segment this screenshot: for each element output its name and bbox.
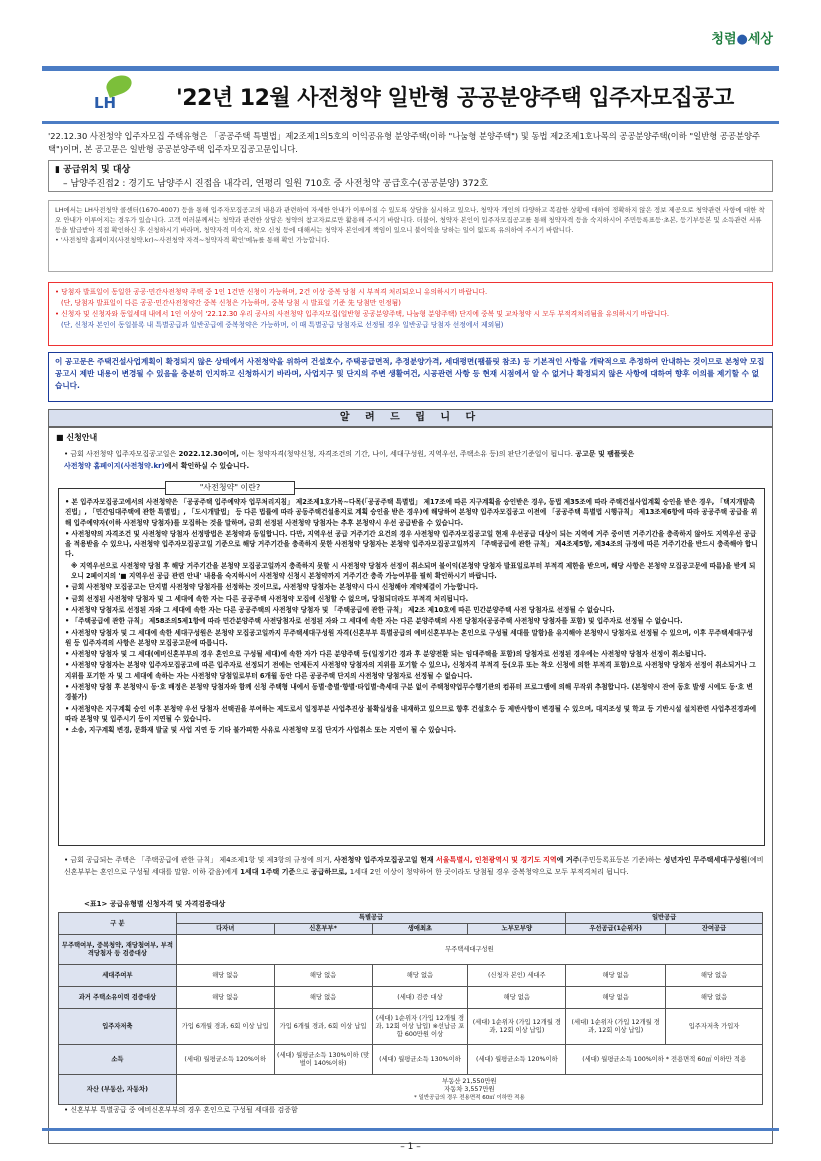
list-item: • 「주택공급에 관한 규칙」 제58조의5제1항에 따라 민간분양주택 사전당첨자로 선정된 자와 그 세대에 속한 자는 다른 분양주택의 사전 당첨자(공공주택 사전청약 당첨자를 포함) 및 입주자로 선정될 수 없습니다. [65, 617, 683, 626]
list-item: • 사전청약 당첨자 및 그 세대에 속한 세대구성원은 본청약 모집공고일까지 무주택세대구성원 자격(신혼부부 특별공급의 예비신혼부부는 혼인으로 구성될 세대를 말함)을 유지해야 본청약시 당첨자로 선정될 수 있으며, 이후 무주택세대구성원 등 입주자격의 사항은 본청약 모집공고문에 따릅니다. [65, 628, 753, 647]
eligibility-table [58, 912, 763, 1105]
intro-text: '22.12.30 사전청약 입주자모집 주택유형은 「공공주택 특별법」제2조제1의5호의 이익공유형 분양주택(이하 "나눔형 분양주택") 및 동법 제2조제1호나목의 공공분양주택(이하 "일반형 공공분양주택")이며, 본 공고문은 일반형 공공분양주택 입주자모집공고문입니다. [48, 131, 760, 154]
table-row: 다자녀 신혼부부* 생애최초 노부모부양 우선공급(1순위자) 잔여공급 [59, 924, 763, 935]
list-item: ※ 지역우선으로 사전청약 당첨 후 해당 거주기간을 본청약 모집공고일까지 충족하지 못할 시 사전청약 당첨자 선정이 취소되며 불이익(본청약 당첨자 발표일로부터 부적격 제한을 받으며, 해당 사항은 본청약 모집공고문에 따름)을 받게 되오니 2페이지의 '■ 지역우선 공급 관련 안내' 내용을 숙지하시어 사전청약 신청시 본청약까지 거주기간 충족 가능여부를 필히 확인하시기 바랍니다. [71, 561, 756, 581]
list-item: • 금회 선정된 사전청약 당첨자 및 그 세대에 속한 자는 다른 공공주택 사전청약 모집에 신청할 수 없으며, 당첨되더라도 부적격 처리됩니다. [65, 594, 469, 603]
preliminary-notice: 이 공고문은 주택건설사업계획이 확정되지 않은 상태에서 사전청약을 위하여 건설호수, 주택공급면적, 추정분양가격, 세대평면(팸플릿 참조) 등 기본적인 사항을 개략적으로 추정하여 안내하는 것이므로 본청약 모집공고시 제반 내용이 변경될 수 있음을 충분히 인지하고 신청하시기 바라며, 사업지구 및 단지의 주변 생활여건, 시공관련 사항 등 현재 시점에서 알 수 없거나 확정되지 않은 사항에 대하여 향후 이의를 제기할 수 없습니다. [48, 352, 773, 402]
table-row: 세대주여부 해당 없음 해당 없음 해당 없음 (신청자 본인) 세대주 해당 없음 해당 없음 [59, 965, 763, 987]
supply-eligibility-text: • 금회 공급되는 주택은 「주택공급에 관한 규칙」 제4조제1항 및 제3항의 규정에 의거, 사전청약 입주자모집공고일 현재 서울특별시, 인천광역시 및 경기도 지역에 거주(주민등록표등본 기준)하는 성년자인 무주택세대구성원(예비신혼부부는 혼인으로 구성될 세대를 말함. 이하 같음)에게 1세대 1주택 기준으로 공급하므로, 1세대 2인 이상이 청약하여 한 곳이라도 당첨될 경우 중복청약으로 모두 부적격처리 됩니다. [64, 856, 764, 876]
consultation-notice: LH에서는 LH사전청약 콜센터(1670-4007) 등을 통해 입주자모집공고의 내용과 관련하여 자세한 안내가 이루어질 수 있도록 상담을 실시하고 있으나, 청약자 개인의 다양하고 복잡한 상황에 대하여 정확하지 않은 정보 제공으로 청약관련 사항에 대한 착오 안내가 이루어지는 경우가 있습니다. 고객 여러분께서는 청약과 관련한 상담은 청약의 참고자료로만 활용해 주시기 바랍니다. 더불어, 청약자 본인이 입주자모집공고를 통해 청약자격 등을 숙지하시어 주민등록표등·초본, 등기부등본 및 소득관련 서류 등을 발급받아 직접 확인하신 후 신청하시기 바라며, 청약자격 미숙지, 착오 신청 등에 대해서는 청약자 본인에게 책임이 있으니 불이익을 당하는 일이 없도록 유의하여 주시기 바랍니다. • '사전청약 홈페이지(사전청약.kr)~사전청약 자격~청약자격 확인'메뉴를 통해 확인 가능합니다. [48, 200, 773, 272]
list-item: • 사전청약은 지구계획 승인 이후 본청약 우선 당첨자 선택권을 부여하는 제도로서 일정부분 사업추진상 불확실성을 내재하고 있으므로 향후 건설호수 등 제반사항이 변경될 수 있으며, 대지조성 및 학교 등 기반시설 설치관련 사업추진경과에 따라 본청약 및 입주시기 등이 지연될 수 있습니다. [65, 704, 757, 723]
table-footnote: • 신혼부부 특별공급 중 예비신혼부부의 경우 혼인으로 구성될 세대를 검증함 [64, 1106, 298, 1114]
definition-box [58, 488, 765, 846]
table-row: 소득 (세대) 월평균소득 120%이하 (세대) 월평균소득 130%이하 (맞벌이 140%이하) (세대) 월평균소득 130%이하 (세대) 월평균소득 120%이하 (세대) 월평균소득 100%이하 * 전용면적 60㎡ 이하만 적용 [59, 1045, 763, 1075]
table-row: 과거 주택소유이력 검증대상 해당 없음 해당 없음 (세대) 검증 대상 해당 없음 해당 없음 해당 없음 [59, 987, 763, 1009]
list-item: • 본 입주자모집공고에서의 사전청약은 「공공주택 입주예약자 업무처리지침」 제2조제1호가목~다목(「공공주택 특별법」 제17조에 따른 지구계획을 승인받은 경우, 동법 제35조에 따라 주택건설사업계획 승인을 받은 경우, 「택지개발촉진법」, 「민간임대주택에 관한 특별법」, 「도시개발법」 등 다른 법률에 따라 공동주택건설용지로 계획 승인을 받은 경우)에 해당하여 본청약 입주자모집공고 이전에 「공공주택 특별법 시행규칙」 제13조제6항에 따라 공공주택 공급을 위해 입주예약자(이하 사전청약 당첨자)를 모집하는 것을 말하며, 금회 선정된 사전청약 당첨자는 추후 본청약시 우선 공급받을 수 있습니다. [65, 498, 758, 527]
list-item: • 사전청약 당첨자로 선정된 자와 그 세대에 속한 자는 다른 공공주택의 사전청약 당첨자 및 「주택공급에 관한 규칙」 제2조 제10호에 따른 민간분양주택 사전 당첨자로 선정될 수 없습니다. [65, 605, 615, 614]
table-row: 입주자저축 가입 6개월 경과, 6회 이상 납입 가입 6개월 경과, 6회 이상 납입 (세대) 1순위자 (가입 12개월 경과, 12회 이상 납입) ※선납금 포함 600만원 이상 (세대) 1순위자 (가입 12개월 경과, 12회 이상 납입) (세대) 1순위자 (가입 12개월 경과, 12회 이상 납입) 입주자저축 가입자 [59, 1009, 763, 1045]
announcement-date-text: • 금회 사전청약 입주자모집공고일은 2022.12.30이며, 이는 청약자격(청약신청, 자격조건의 기간, 나이, 세대구성원, 지역우선, 주택소유 등)의 판단기준일이 됩니다. 공고문 및 팸플릿은 사전청약 홈페이지(사전청약.kr)에서 확인하실 수 있습니다. [64, 450, 635, 470]
lh-logo: LH [84, 74, 146, 118]
warning-box: • 당첨자 발표일이 동일한 공공·민간사전청약 주택 중 1인 1건만 신청이 가능하며, 2건 이상 중복 당첨 시 부적격 처리되오니 유의하시기 바랍니다. (단, 당첨자 발표일이 다른 공공·민간사전청약간 중복 신청은 가능하며, 중복 당첨 시 발표일 기준 先 당첨만 인정됨) • 신청자 및 신청자와 동일세대 내에서 1인 이상이 '22.12.30 우리 공사의 사전청약 입주자모집(일반형 공공분양주택, 나눔형 분양주택) 단지에 중복 및 교차청약 시 모두 부적격처리됨을 유의하시기 바랍니다. (단, 신청자 본인이 동일블록 내 특별공급과 일반공급에 중복청약은 가능하며, 이 때 특별공급 당첨자로 선정될 경우 일반공급 당첨자 선정에서 제외됨) [48, 282, 773, 346]
table-row: 무주택여부, 중복청약, 재당첨여부, 부적격당첨자 등 검증대상 무주택세대구성원 [59, 935, 763, 965]
definition-label: "사전청약" 이란? [165, 481, 295, 495]
page-number: – 1 – [400, 1142, 421, 1152]
location-heading: ▮ 공급위치 및 대상 [55, 165, 131, 175]
header [42, 71, 779, 121]
notify-title: 알 려 드 립 니 다 [48, 409, 773, 427]
header-rule-bottom [42, 121, 779, 124]
table-caption: <표1> 공급유형별 신청자격 및 자격검증대상 [84, 900, 226, 908]
footer-rule [42, 1128, 779, 1131]
brand-logo: 청렴●세상 [711, 32, 773, 47]
table-row: 자산 (부동산, 자동차) 부동산 21,550만원 자동차 3,557만원 * 일반공급의 경우 전용면적 60㎡ 이하만 적용 [59, 1075, 763, 1105]
section-heading: ■ 신청안내 [56, 433, 98, 442]
list-item: • 사전청약 당첨자 및 그 세대(예비신혼부부의 경우 혼인으로 구성될 세대)에 속한 자가 다른 분양주택 등(일정기간 경과 후 분양전환 되는 임대주택을 포함)의 당첨자로 선정된 경우에는 사전청약 당첨자 선정이 취소됩니다. [65, 650, 707, 659]
list-item: • 소송, 지구계획 변경, 문화재 발굴 및 사업 지연 등 기타 불가피한 사유로 사전청약 모집 단지가 사업취소 또는 지연이 될 수 있습니다. [65, 726, 457, 735]
location-line: – 남양주진접2 : 경기도 남양주시 진접읍 내각리, 연평리 일원 710호 중 사전청약 공급호수(공공분양) 372호 [63, 179, 489, 189]
location-box [48, 160, 773, 192]
site-link[interactable]: 사전청약 홈페이지(사전청약.kr) [64, 462, 165, 470]
page-title: '22년 12월 사전청약 일반형 공공분양주택 입주자모집공고 [176, 85, 734, 111]
list-item: • 사전청약 당첨 후 본청약시 동·호 배정은 본청약 당첨자와 함께 신청 주택형 내에서 동별·층별·향별·타입별·측세대 구분 없이 주택청약업무수행기관의 컴퓨터 프로그램에 의해 무작위 추첨합니다. (본청약시 잔여 동호 발생 시에도 동·호 변경불가) [65, 683, 753, 702]
list-item: • 사전청약의 자격조건 및 사전청약 당첨자 선정방법은 본청약과 동일합니다. 다만, 지역우선 공급 거주기간 요건의 경우 사전청약 입주자모집공고일 현재 우선공급 대상이 되는 지역에 거주 중이면 거주기간을 충족하지 않아도 지역우선 공급을 적용받을 수 있으나, 사전청약 입주자모집공고일 기준으로 해당 거주기간을 충족하지 못한 사전청약 당첨자는 본청약 입주자모집공고일까지 「주택공급에 관한 규칙」 제4조제5항, 제34조의 규정에 따른 거주기간을 반드시 충족해야 합니다. [65, 529, 758, 559]
table-row: 구 분 특별공급 일반공급 [59, 913, 763, 924]
list-item: • 사전청약 당첨자는 본청약 입주자모집공고에 따른 입주자로 선정되기 전에는 언제든지 사전청약 당첨자의 지위를 포기할 수 있으나, 신청자격 부적격 등(오류 또는 착오 신청에 의한 부적격 포함)으로 사전청약 당첨자 선정이 취소되거나 그 지위를 포기한 자 및 그 세대에 속하는 자는 사전청약 당첨일로부터 6개월 동안 다른 공공주택 단지의 사전청약 당첨자로 선정될 수 없습니다. [65, 661, 756, 680]
list-item: • 금회 사전청약 모집공고는 단지별 사전청약 당첨자를 선정하는 것이므로, 사전청약 당첨자는 본청약시 다시 신청해야 계약체결이 가능합니다. [65, 583, 479, 592]
